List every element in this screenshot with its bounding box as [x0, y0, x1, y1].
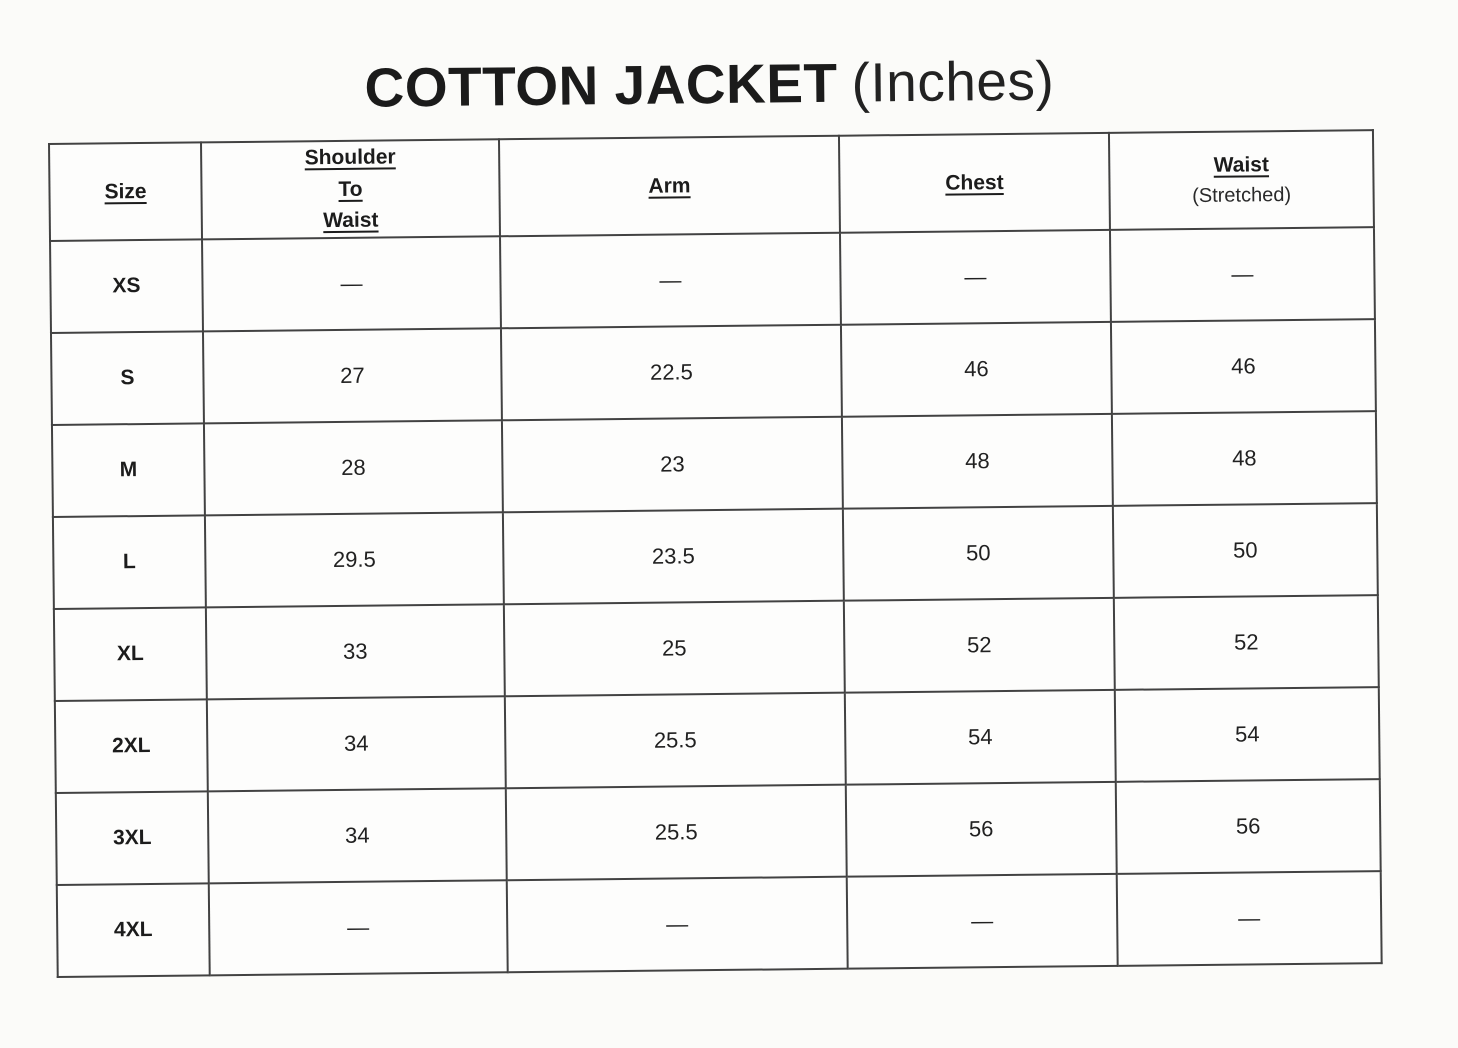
- size-label: XL: [54, 607, 207, 701]
- cell-shoulder-to-waist: 34: [207, 696, 506, 791]
- cell-shoulder-to-waist: 34: [208, 788, 507, 883]
- cell-chest: 52: [844, 598, 1115, 693]
- cell-arm: —: [500, 233, 841, 329]
- size-label: 3XL: [56, 791, 209, 885]
- cell-shoulder-to-waist: 28: [204, 420, 503, 515]
- column-header-chest: [839, 133, 1110, 233]
- cell-shoulder-to-waist: —: [209, 880, 508, 975]
- size-label: 4XL: [57, 883, 210, 977]
- cell-waist: 50: [1113, 503, 1378, 598]
- size-label: 2XL: [55, 699, 208, 793]
- table-row-4xl: [57, 871, 1382, 977]
- cell-chest: 54: [845, 690, 1116, 785]
- size-chart-table: [48, 129, 1383, 978]
- cell-shoulder-to-waist: 29.5: [205, 512, 504, 607]
- cell-waist: —: [1110, 227, 1375, 322]
- cell-chest: 50: [843, 506, 1114, 601]
- cell-chest: 48: [842, 414, 1113, 509]
- column-header-waist: [1109, 130, 1374, 230]
- column-header-to-line: To: [338, 177, 363, 201]
- size-label: L: [53, 515, 206, 609]
- cell-waist: 48: [1112, 411, 1377, 506]
- column-header-waist-label: Waist: [1213, 152, 1270, 177]
- column-header-waist-note: (Stretched): [1192, 184, 1292, 208]
- cell-waist: 54: [1115, 687, 1380, 782]
- column-header-arm: [499, 136, 840, 237]
- column-header-chest-label: Chest: [945, 170, 1004, 195]
- cell-arm: —: [507, 877, 848, 973]
- cell-waist: —: [1117, 871, 1382, 966]
- column-header-arm-label: Arm: [648, 174, 691, 198]
- cell-chest: —: [847, 874, 1118, 969]
- cell-shoulder-to-waist: 27: [203, 328, 502, 423]
- table-row-s: [51, 319, 1376, 425]
- column-header-shoulder-to-waist: [201, 139, 500, 239]
- cell-waist: 56: [1116, 779, 1381, 874]
- table-row-m: [52, 411, 1377, 517]
- cell-arm: 25: [504, 601, 845, 697]
- size-label: M: [52, 423, 205, 517]
- column-header-waist-line: Waist: [323, 208, 379, 233]
- cell-arm: 23: [502, 417, 843, 513]
- cell-waist: 46: [1111, 319, 1376, 414]
- title-units: (Inches): [851, 49, 1055, 114]
- cell-arm: 25.5: [505, 693, 846, 789]
- cell-chest: 46: [841, 322, 1112, 417]
- column-header-size: [49, 142, 202, 241]
- header-row: [49, 130, 1374, 241]
- cell-arm: 22.5: [501, 325, 842, 421]
- size-label: XS: [50, 239, 203, 333]
- size-label: S: [51, 331, 204, 425]
- page-title: [47, 47, 1372, 121]
- table-row-3xl: [56, 779, 1381, 885]
- scanned-sheet: [48, 49, 1381, 978]
- cell-chest: 56: [846, 782, 1117, 877]
- column-header-shoulder-line: Shoulder: [304, 145, 396, 170]
- cell-shoulder-to-waist: —: [202, 236, 501, 331]
- title-main: COTTON JACKET: [364, 51, 838, 119]
- table-row-xs: [50, 227, 1375, 333]
- table-row-2xl: [55, 687, 1380, 793]
- table-row-l: [53, 503, 1378, 609]
- cell-waist: 52: [1114, 595, 1379, 690]
- column-header-size-label: Size: [104, 179, 147, 204]
- cell-arm: 23.5: [503, 509, 844, 605]
- cell-arm: 25.5: [506, 785, 847, 881]
- cell-chest: —: [840, 230, 1111, 325]
- table-row-xl: [54, 595, 1379, 701]
- cell-shoulder-to-waist: 33: [206, 604, 505, 699]
